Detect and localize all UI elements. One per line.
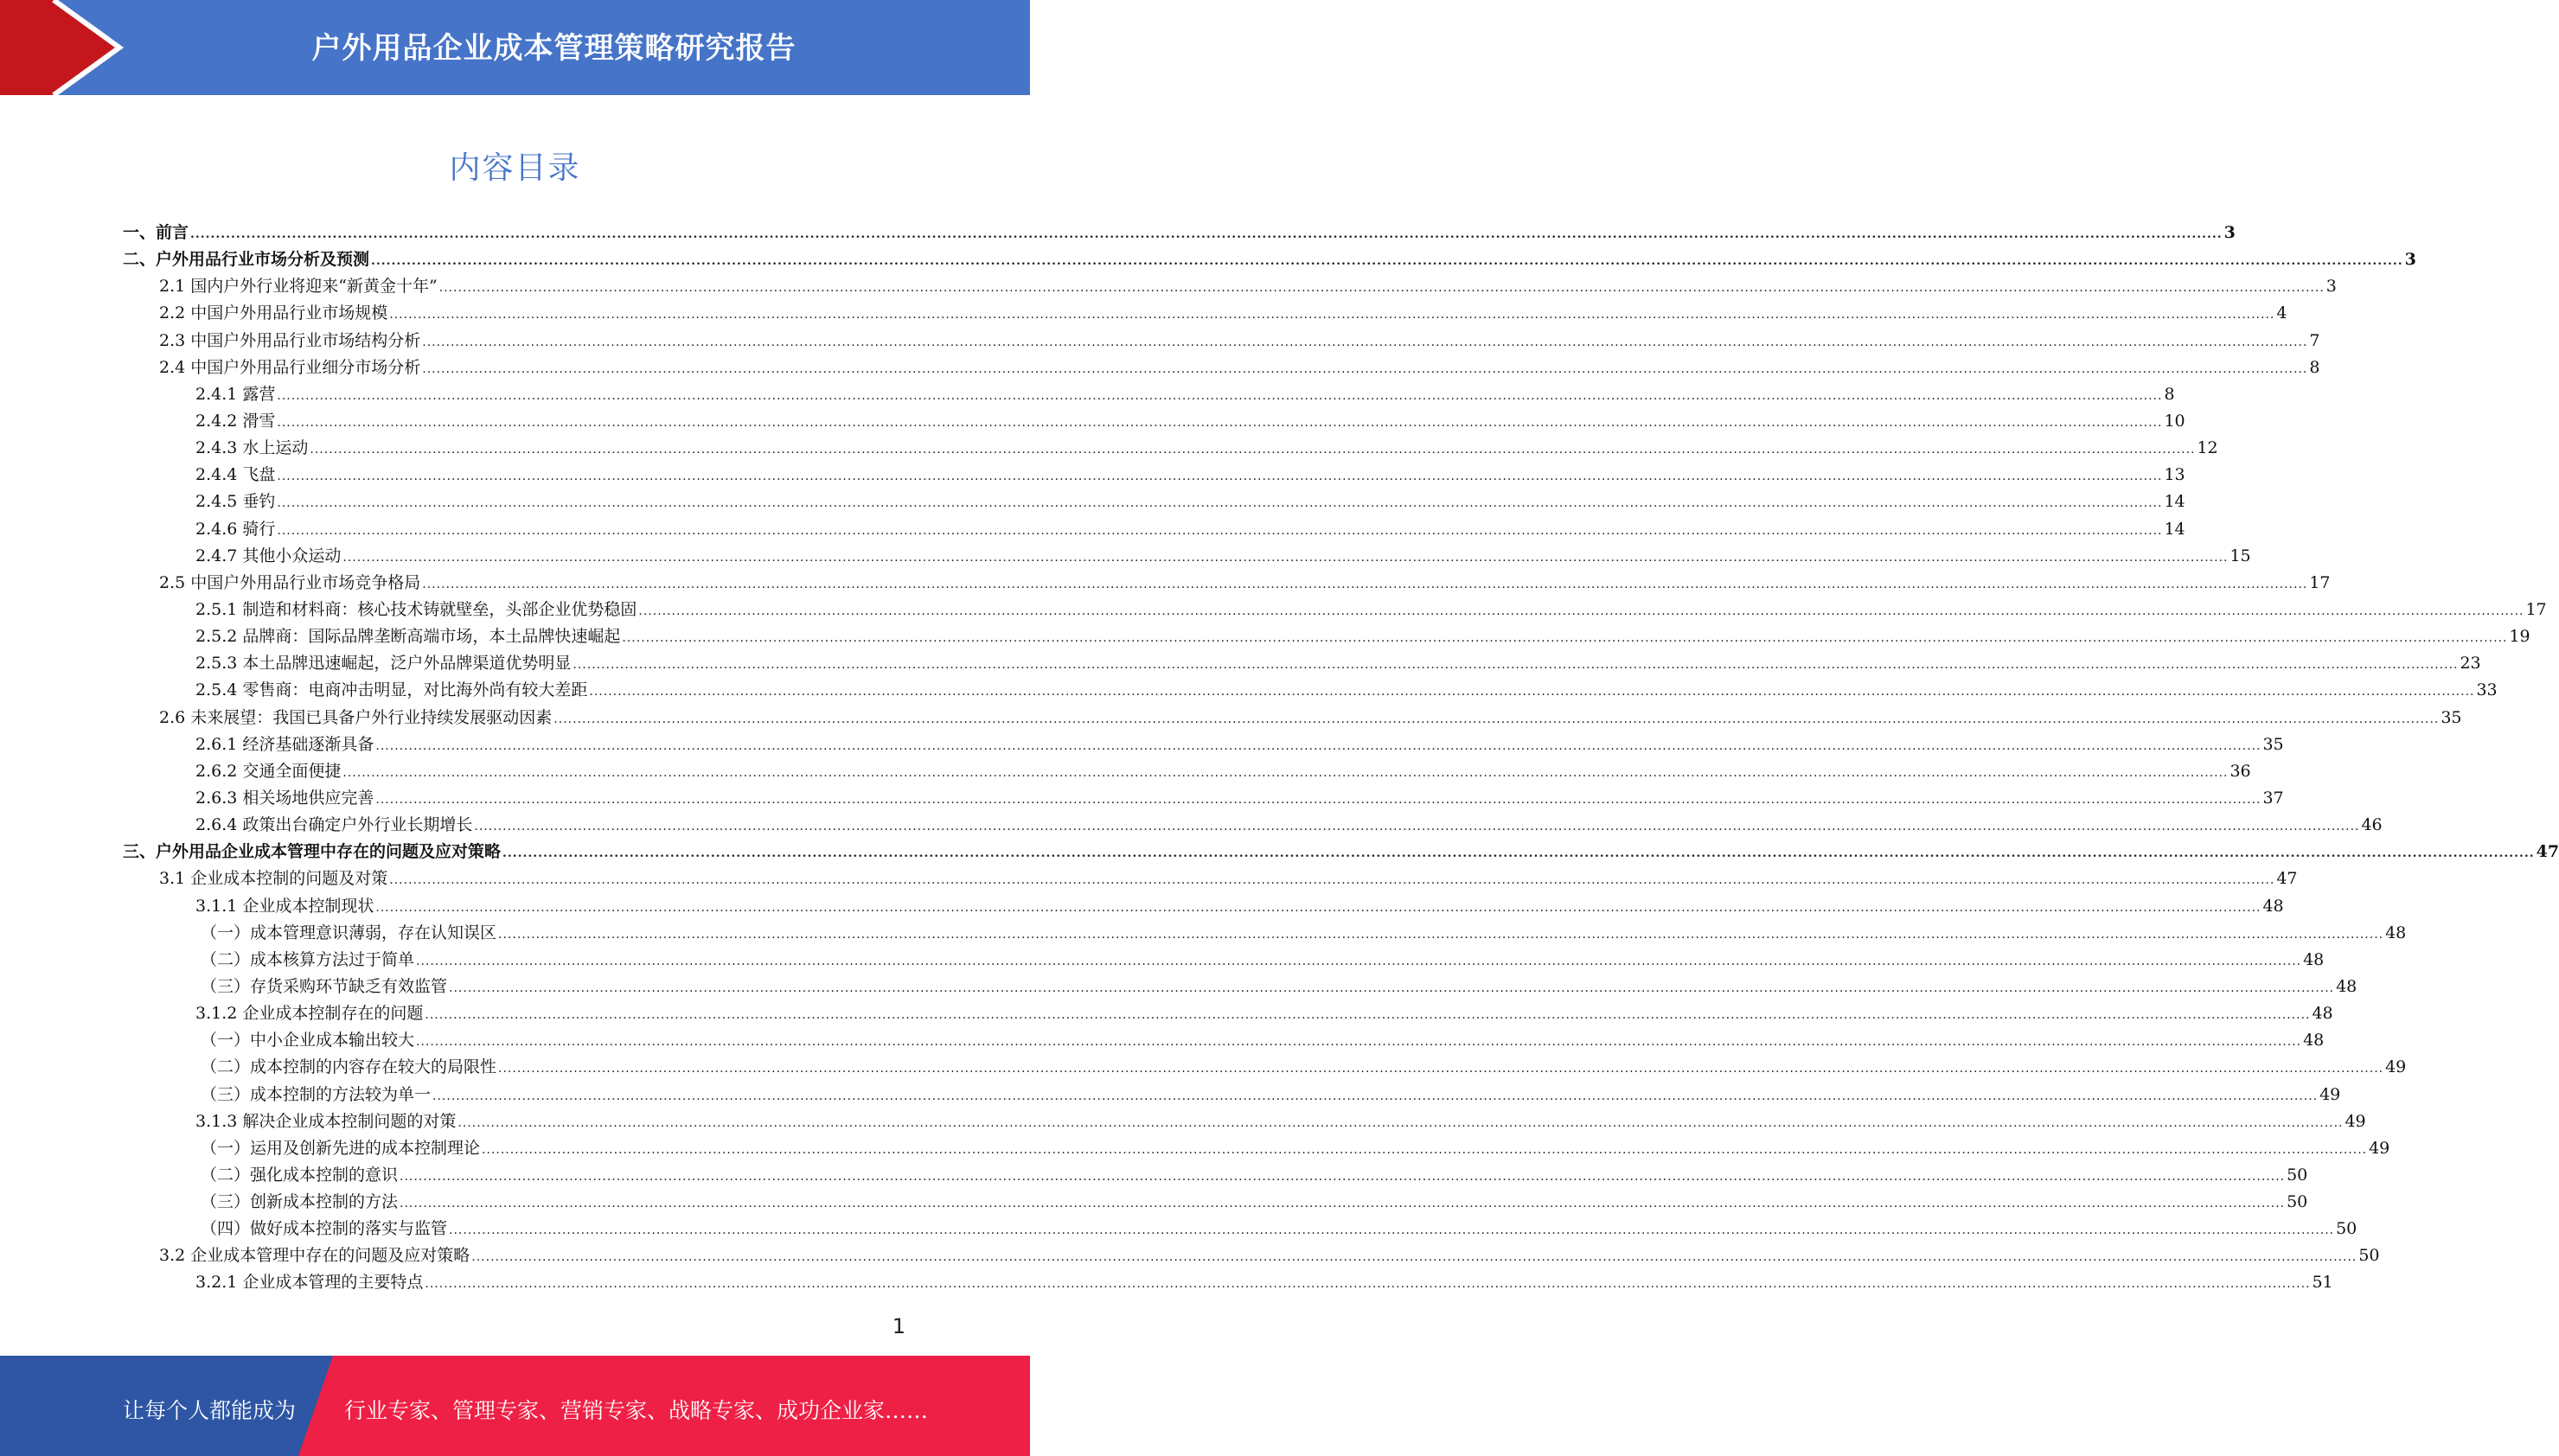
toc-dot-leader: ................................................................................................................................................................................................................................................................................................................................................................................................................ (375, 900, 2262, 915)
toc-entry-page: 35 (2262, 734, 2284, 754)
toc-entry-label: 2.4 中国户外用品行业细分市场分析 (159, 357, 421, 377)
toc-entry-label: 2.5.3 本土品牌迅速崛起，泛户外品牌渠道优势明显 (195, 654, 572, 674)
toc-dot-leader: ................................................................................................................................................................................................................................................................................................................................................................................................................ (457, 1115, 2344, 1130)
toc-entry-label: 3.1.2 企业成本控制存在的问题 (195, 1004, 424, 1024)
toc-entry[interactable] (123, 220, 2236, 246)
page-number: 1 (892, 1314, 905, 1338)
toc-dot-leader: ................................................................................................................................................................................................................................................................................................................................................................................................................ (471, 1250, 2357, 1265)
toc-entry[interactable] (123, 597, 2547, 623)
toc-dot-leader: ................................................................................................................................................................................................................................................................................................................................................................................................................ (573, 658, 2459, 673)
toc-dot-leader: ................................................................................................................................................................................................................................................................................................................................................................................................................ (277, 523, 2163, 538)
toc-dot-leader: ................................................................................................................................................................................................................................................................................................................................................................................................................ (277, 496, 2163, 511)
toc-dot-leader: ................................................................................................................................................................................................................................................................................................................................................................................................................ (416, 1035, 2302, 1050)
toc-entry-page: 35 (2441, 707, 2462, 727)
toc-entry[interactable] (123, 300, 2287, 327)
toc-entry-page: 48 (2262, 896, 2284, 916)
toc-entry-page: 3 (2404, 250, 2416, 270)
toc-entry[interactable] (123, 1189, 2308, 1216)
toc-entry[interactable] (123, 677, 2498, 704)
toc-dot-leader: ................................................................................................................................................................................................................................................................................................................................................................................................................ (502, 846, 2535, 861)
toc-entry-page: 19 (2509, 627, 2530, 647)
toc-entry-page: 7 (2309, 330, 2320, 350)
toc-entry[interactable] (123, 785, 2284, 812)
toc-dot-leader: ................................................................................................................................................................................................................................................................................................................................................................................................................ (277, 388, 2163, 403)
toc-entry[interactable] (123, 974, 2357, 1000)
toc-entry[interactable] (123, 516, 2185, 543)
toc-entry-page: 49 (2319, 1084, 2341, 1104)
toc-entry-page: 23 (2460, 654, 2481, 674)
toc-entry-label: 2.1 国内户外行业将迎来“新黄金十年” (159, 277, 438, 297)
toc-entry-label: （四）做好成本控制的落实与监管 (201, 1219, 448, 1239)
toc-entry-page: 49 (2345, 1111, 2366, 1131)
toc-entry[interactable] (123, 354, 2320, 381)
toc-dot-leader: ................................................................................................................................................................................................................................................................................................................................................................................................................ (622, 631, 2508, 646)
toc-entry[interactable] (123, 758, 2251, 785)
toc-entry-label: （三）创新成本控制的方法 (201, 1192, 399, 1212)
toc-dot-leader: ................................................................................................................................................................................................................................................................................................................................................................................................................ (277, 415, 2163, 430)
toc-entry-label: 2.6.2 交通全面便捷 (195, 761, 342, 781)
toc-entry-label: 2.4.3 水上运动 (195, 438, 309, 458)
footer-band (0, 1356, 1030, 1456)
toc-entry[interactable] (123, 435, 2218, 462)
toc-entry-label: 2.4.5 垂钓 (195, 492, 276, 512)
toc-dot-leader: ................................................................................................................................................................................................................................................................................................................................................................................................................ (277, 469, 2163, 484)
toc-entry-label: （一）中小企业成本输出较大 (201, 1031, 415, 1050)
toc-dot-leader: ................................................................................................................................................................................................................................................................................................................................................................................................................ (375, 738, 2262, 753)
toc-dot-leader: ................................................................................................................................................................................................................................................................................................................................................................................................................ (310, 443, 2196, 457)
table-of-contents (123, 220, 2559, 1297)
toc-entry[interactable] (123, 731, 2284, 758)
toc-entry-page: 36 (2230, 761, 2251, 781)
toc-entry-page: 3 (2223, 223, 2236, 242)
toc-entry-label: （二）成本核算方法过于简单 (201, 949, 415, 969)
toc-dot-leader: ................................................................................................................................................................................................................................................................................................................................................................................................................ (432, 1089, 2319, 1103)
toc-dot-leader: ................................................................................................................................................................................................................................................................................................................................................................................................................ (553, 712, 2440, 726)
toc-entry-label: 2.3 中国户外用品行业市场结构分析 (159, 330, 421, 350)
toc-entry-page: 17 (2309, 572, 2331, 592)
toc-entry[interactable] (123, 273, 2337, 300)
toc-entry[interactable] (123, 1027, 2325, 1054)
toc-entry-page: 10 (2164, 411, 2185, 431)
toc-entry[interactable] (123, 462, 2185, 489)
toc-dot-leader: ................................................................................................................................................................................................................................................................................................................................................................................................................ (389, 308, 2275, 322)
toc-entry-page: 33 (2476, 680, 2498, 700)
toc-entry[interactable] (123, 650, 2481, 677)
toc-entry[interactable] (123, 246, 2416, 273)
toc-entry-label: 2.5.2 品牌商：国际品牌垄断高端市场，本土品牌快速崛起 (195, 627, 621, 647)
toc-entry-label: 一、前言 (123, 223, 189, 242)
toc-entry[interactable] (123, 381, 2175, 408)
toc-entry-label: （一）成本管理意识薄弱，存在认知误区 (201, 923, 497, 942)
toc-entry[interactable] (123, 920, 2407, 947)
toc-entry-label: （二）强化成本控制的意识 (201, 1165, 399, 1185)
toc-entry-label: （二）成本控制的内容存在较大的局限性 (201, 1057, 497, 1077)
toc-entry-page: 12 (2197, 438, 2218, 458)
toc-title: 内容目录 (449, 150, 581, 186)
toc-entry-page: 48 (2312, 1004, 2333, 1024)
toc-entry-page: 15 (2230, 546, 2251, 565)
toc-entry-page: 50 (2336, 1219, 2357, 1239)
toc-dot-leader: ................................................................................................................................................................................................................................................................................................................................................................................................................ (422, 361, 2308, 376)
report-title: 户外用品企业成本管理策略研究报告 (311, 31, 796, 66)
toc-dot-leader: ................................................................................................................................................................................................................................................................................................................................................................................................................ (342, 550, 2229, 565)
toc-entry[interactable] (123, 1000, 2333, 1027)
toc-entry[interactable] (123, 865, 2298, 892)
toc-entry[interactable] (123, 839, 2559, 865)
toc-entry-label: 3.1 企业成本控制的问题及对策 (159, 869, 388, 889)
toc-entry[interactable] (123, 543, 2251, 570)
toc-entry[interactable] (123, 570, 2331, 597)
toc-entry-label: 2.2 中国户外用品行业市场规模 (159, 303, 388, 323)
toc-entry-label: 2.6 未来展望：我国已具备户外行业持续发展驱动因素 (159, 707, 553, 727)
toc-entry[interactable] (123, 1242, 2380, 1269)
toc-entry[interactable] (123, 1054, 2407, 1081)
toc-entry-page: 3 (2325, 277, 2337, 297)
toc-entry-page: 47 (2536, 842, 2559, 862)
toc-entry-page: 47 (2276, 869, 2298, 889)
toc-entry-label: 3.2 企业成本管理中存在的问题及应对策略 (159, 1246, 470, 1266)
toc-dot-leader: ................................................................................................................................................................................................................................................................................................................................................................................................................ (449, 1223, 2335, 1238)
toc-entry-label: 2.4.1 露营 (195, 384, 276, 404)
toc-dot-leader: ................................................................................................................................................................................................................................................................................................................................................................................................................ (498, 927, 2384, 942)
toc-dot-leader: ................................................................................................................................................................................................................................................................................................................................................................................................................ (190, 227, 2223, 241)
footer-slogan-left: 让每个人都能成为 (123, 1398, 297, 1423)
toc-dot-leader: ................................................................................................................................................................................................................................................................................................................................................................................................................ (389, 873, 2275, 888)
toc-entry[interactable] (123, 1162, 2308, 1189)
toc-entry-page: 49 (2385, 1057, 2407, 1077)
toc-entry-page: 14 (2164, 492, 2185, 512)
toc-entry-label: 二、户外用品行业市场分析及预测 (123, 250, 370, 270)
toc-entry-label: 2.5 中国户外用品行业市场竞争格局 (159, 572, 421, 592)
toc-dot-leader: ................................................................................................................................................................................................................................................................................................................................................................................................................ (638, 603, 2524, 618)
footer-slogan-right: 行业专家、管理专家、营销专家、战略专家、成功企业家…… (344, 1398, 929, 1423)
toc-entry-label: 2.6.3 相关场地供应完善 (195, 788, 374, 808)
toc-dot-leader: ................................................................................................................................................................................................................................................................................................................................................................................................................ (422, 335, 2308, 349)
toc-entry-page: 46 (2361, 815, 2383, 835)
toc-dot-leader: ................................................................................................................................................................................................................................................................................................................................................................................................................ (342, 765, 2229, 780)
toc-entry[interactable] (123, 1135, 2390, 1162)
toc-entry-page: 48 (2336, 976, 2357, 996)
toc-entry-page: 13 (2164, 465, 2185, 485)
toc-dot-leader: ................................................................................................................................................................................................................................................................................................................................................................................................................ (474, 820, 2360, 834)
toc-entry-label: 2.5.1 制造和材料商：核心技术铸就壁垒，头部企业优势稳固 (195, 599, 637, 619)
toc-entry-label: 2.5.4 零售商：电商冲击明显，对比海外尚有较大差距 (195, 680, 588, 700)
toc-entry-page: 49 (2369, 1138, 2390, 1158)
toc-entry-label: 2.4.2 滑雪 (195, 411, 276, 431)
toc-entry-label: 2.4.7 其他小众运动 (195, 546, 342, 565)
toc-entry[interactable] (123, 489, 2185, 515)
chevron-arrow-icon (0, 0, 130, 95)
toc-dot-leader: ................................................................................................................................................................................................................................................................................................................................................................................................................ (422, 577, 2308, 591)
toc-dot-leader: ................................................................................................................................................................................................................................................................................................................................................................................................................ (400, 1197, 2286, 1211)
toc-entry-label: 3.2.1 企业成本管理的主要特点 (195, 1273, 424, 1293)
toc-dot-leader: ................................................................................................................................................................................................................................................................................................................................................................................................................ (416, 954, 2302, 968)
toc-dot-leader: ................................................................................................................................................................................................................................................................................................................................................................................................................ (589, 685, 2475, 699)
toc-entry[interactable] (123, 1269, 2333, 1296)
toc-entry-page: 4 (2276, 303, 2287, 323)
toc-dot-leader: ................................................................................................................................................................................................................................................................................................................................................................................................................ (438, 281, 2325, 296)
toc-entry-label: 三、户外用品企业成本管理中存在的问题及应对策略 (123, 842, 502, 862)
toc-entry-page: 48 (2303, 1031, 2325, 1050)
toc-dot-leader: ................................................................................................................................................................................................................................................................................................................................................................................................................ (425, 1277, 2311, 1292)
toc-entry[interactable] (123, 812, 2383, 839)
toc-entry[interactable] (123, 1082, 2341, 1108)
toc-entry-page: 8 (2164, 384, 2175, 404)
toc-entry-page: 50 (2287, 1165, 2308, 1185)
toc-dot-leader: ................................................................................................................................................................................................................................................................................................................................................................................................................ (498, 1062, 2384, 1076)
toc-entry[interactable] (123, 893, 2284, 920)
toc-entry-label: 2.4.6 骑行 (195, 519, 276, 539)
toc-entry-page: 14 (2164, 519, 2185, 539)
toc-entry-label: （三）成本控制的方法较为单一 (201, 1084, 432, 1104)
toc-entry-label: 3.1.3 解决企业成本控制问题的对策 (195, 1111, 457, 1131)
toc-dot-leader: ................................................................................................................................................................................................................................................................................................................................................................................................................ (449, 980, 2335, 995)
toc-entry-label: 3.1.1 企业成本控制现状 (195, 896, 374, 916)
toc-entry-label: （三）存货采购环节缺乏有效监管 (201, 976, 448, 996)
toc-entry[interactable] (123, 1108, 2366, 1135)
toc-entry[interactable] (123, 328, 2320, 354)
toc-dot-leader: ................................................................................................................................................................................................................................................................................................................................................................................................................ (371, 254, 2403, 269)
toc-entry[interactable] (123, 705, 2462, 731)
toc-entry-page: 50 (2358, 1246, 2380, 1266)
toc-entry-page: 17 (2525, 599, 2547, 619)
toc-entry[interactable] (123, 1216, 2357, 1242)
toc-dot-leader: ................................................................................................................................................................................................................................................................................................................................................................................................................ (425, 1008, 2311, 1023)
toc-entry[interactable] (123, 947, 2325, 974)
toc-entry-page: 50 (2287, 1192, 2308, 1212)
toc-entry-label: 2.6.1 经济基础逐渐具备 (195, 734, 374, 754)
toc-dot-leader: ................................................................................................................................................................................................................................................................................................................................................................................................................ (375, 792, 2262, 807)
toc-dot-leader: ................................................................................................................................................................................................................................................................................................................................................................................................................ (400, 1169, 2286, 1184)
toc-entry-page: 48 (2303, 949, 2325, 969)
toc-dot-leader: ................................................................................................................................................................................................................................................................................................................................................................................................................ (482, 1142, 2368, 1157)
toc-entry-page: 48 (2385, 923, 2407, 942)
toc-entry[interactable] (123, 408, 2185, 435)
header-band (0, 0, 1030, 95)
toc-entry-page: 8 (2309, 357, 2320, 377)
toc-entry-page: 51 (2312, 1273, 2333, 1293)
toc-entry-label: 2.6.4 政策出台确定户外行业长期增长 (195, 815, 473, 835)
toc-entry-page: 37 (2262, 788, 2284, 808)
toc-entry-label: （一）运用及创新先进的成本控制理论 (201, 1138, 481, 1158)
toc-entry-label: 2.4.4 飞盘 (195, 465, 276, 485)
toc-entry[interactable] (123, 623, 2530, 650)
